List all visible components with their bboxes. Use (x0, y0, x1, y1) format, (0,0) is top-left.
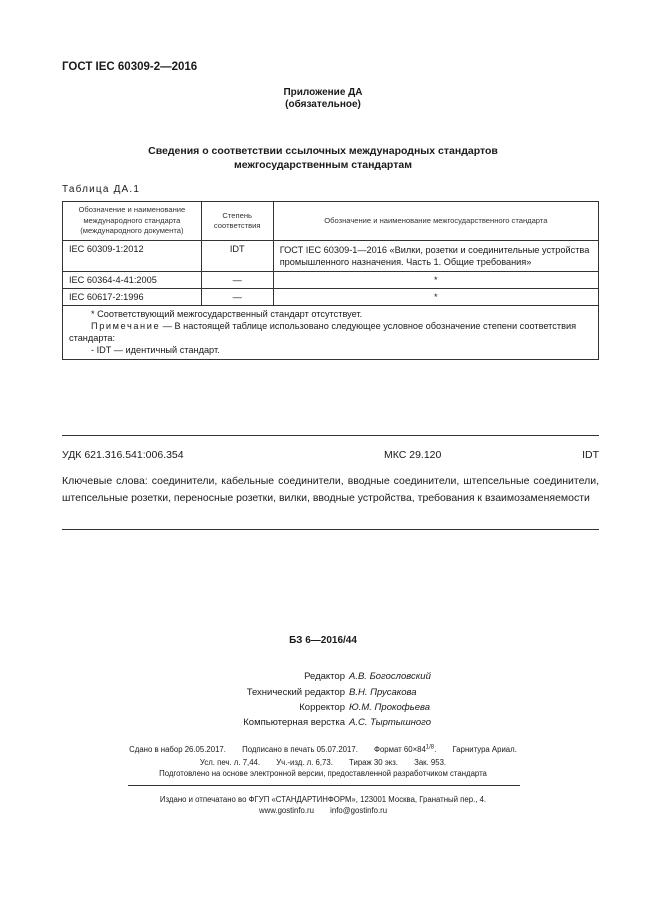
header-national-standard: Обозначение и наименование межгосударственного стандарта (273, 202, 598, 241)
bz-number: БЗ 6—2016/44 (289, 635, 357, 646)
correspondence-table (62, 201, 599, 360)
cell-degree: — (201, 289, 273, 306)
divider (62, 529, 599, 530)
degree-code: IDT (582, 449, 599, 461)
imprint-typeface: Гарнитура Ариал. (452, 744, 517, 754)
header-intl-standard: Обозначение и наименование международного стандарта (международного документа) (63, 202, 202, 241)
table-label: Таблица ДА.1 (62, 184, 141, 195)
imprint-format (374, 745, 436, 754)
imprint-print-sheets: Усл. печ. л. 7,44. (199, 758, 261, 767)
mks-code: МКС 29.120 (384, 449, 442, 461)
credit-role: Корректор (299, 702, 345, 713)
appendix-status: (обязательное) (285, 99, 361, 110)
table-notes-row (63, 306, 599, 360)
format-suffix: . (434, 744, 437, 754)
imprint-order: Зак. 953. (414, 758, 447, 767)
udk-code: УДК 621.316.541:006.354 (62, 449, 184, 461)
note-label: Примечание (91, 321, 161, 331)
credit-name: В.Н. Прусакова (349, 687, 417, 698)
section-title-line2: межгосударственным стандартам (234, 159, 412, 171)
cell-national-standard: * (273, 289, 598, 306)
publisher-website-link[interactable]: www.gostinfo.ru (258, 806, 314, 815)
credit-role: Редактор (304, 671, 345, 682)
imprint-pub-sheets: Уч.-изд. л. 6,73. (276, 758, 333, 767)
keywords: Ключевые слова: соединители, кабельные соединители, вводные соединители, штепсельные соединители, штепсельные розетки, переносные розетки, вилки, вводные устройства, требования к взаимозаменяемости (62, 475, 599, 504)
publisher-line: Издано и отпечатано во ФГУП «СТАНДАРТИНФОРМ», 123001 Москва, Гранатный пер., 4. (159, 795, 487, 804)
publisher-email-link[interactable]: info@gostinfo.ru (330, 806, 388, 815)
credit-role: Компьютерная верстка (243, 717, 345, 728)
cell-degree: IDT (201, 241, 273, 272)
format-label: Формат 60×84 (374, 744, 426, 754)
imprint-submitted: Сдано в набор 26.05.2017. (129, 744, 226, 754)
table-header-row (63, 202, 599, 241)
cell-national-standard: ГОСТ IEC 60309-1—2016 «Вилки, розетки и соединительные устройства промышленного назначения. Часть 1. Общие требования» (273, 241, 598, 272)
page-header-standard-id: ГОСТ IEC 60309-2—2016 (62, 61, 198, 73)
format-fraction: 1/8 (425, 744, 435, 750)
cell-intl-standard: IEC 60309-1:2012 (63, 241, 202, 272)
table-notes (63, 306, 599, 360)
cell-national-standard: * (273, 272, 598, 289)
appendix-title: Приложение ДА (283, 87, 363, 98)
note-text: — В настоящей таблице использовано следующее условное обозначение степени соответствия стандарта: (69, 321, 577, 343)
cell-intl-standard: IEC 60617-2:1996 (63, 289, 202, 306)
credit-role: Технический редактор (246, 687, 345, 698)
imprint-prepared: Подготовлено на основе электронной версии, предоставленной разработчиком стандарта (159, 769, 487, 778)
divider (62, 435, 599, 436)
imprint-copies: Тираж 30 экз. (349, 758, 398, 767)
cell-degree: — (201, 272, 273, 289)
credit-name: А.В. Богословский (349, 671, 431, 682)
table-row (63, 241, 599, 272)
credit-name: Ю.М. Прокофьева (349, 702, 431, 713)
table-note (69, 320, 592, 344)
publisher-contacts (0, 803, 646, 818)
classification-row (62, 449, 599, 461)
cell-intl-standard: IEC 60364-4-41:2005 (63, 272, 202, 289)
header-degree: Степень соответствия (201, 202, 273, 241)
note-item: - IDT — идентичный стандарт. (91, 345, 220, 355)
table-footnote: * Соответствующий межгосударственный стандарт отсутствует. (91, 309, 363, 319)
imprint-signed: Подписано в печать 05.07.2017. (242, 744, 358, 754)
divider (128, 785, 520, 786)
table-row (63, 289, 599, 306)
section-title: Сведения о соответствии ссылочных международных стандартов (148, 145, 498, 157)
table-row (63, 272, 599, 289)
credit-name: А.С. Тыртышного (349, 717, 432, 728)
